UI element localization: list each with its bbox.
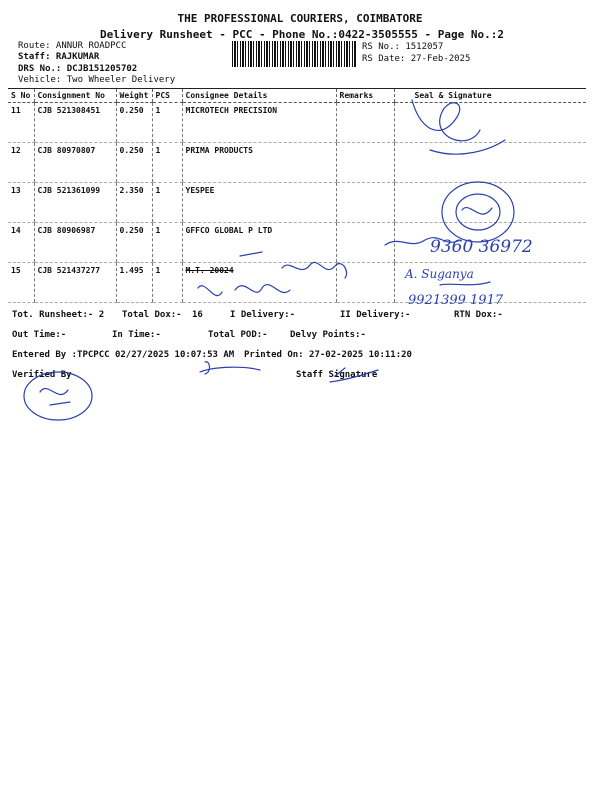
- signature-scribble: [200, 362, 260, 374]
- delvy-points: Delvy Points:-: [290, 330, 366, 340]
- route-label: Route: ANNUR ROADPCC: [18, 41, 127, 51]
- cell-weight: 0.250: [116, 143, 152, 183]
- col-pcs: PCS: [152, 89, 182, 103]
- cell-sno: 11: [8, 103, 34, 143]
- cell-pcs: 1: [152, 263, 182, 303]
- cell-sno: 12: [8, 143, 34, 183]
- col-consignee: Consignee Details: [182, 89, 336, 103]
- cell-sno: 15: [8, 263, 34, 303]
- cell-consignee: PRIMA PRODUCTS: [182, 143, 336, 183]
- cell-consignee: YESPEE: [182, 183, 336, 223]
- staff-label: Staff: RAJKUMAR: [18, 52, 100, 62]
- i-delivery: I Delivery:-: [230, 310, 296, 320]
- cell-weight: 0.250: [116, 223, 152, 263]
- col-consignment: Consignment No: [34, 89, 116, 103]
- ii-delivery: II Delivery:-: [340, 310, 411, 320]
- cell-weight: 0.250: [116, 103, 152, 143]
- col-sno: S No: [8, 89, 34, 103]
- cell-sno: 13: [8, 183, 34, 223]
- cell-consignee: M.T. 20024: [182, 263, 336, 303]
- drs-number: DRS No.: DCJB151205702: [18, 64, 138, 74]
- cell-consignment: CJB 521437277: [34, 263, 116, 303]
- col-seal-signature: Seal & Signature: [394, 89, 586, 103]
- printed-on: Printed On: 27-02-2025 10:11:20: [244, 350, 412, 360]
- in-time: In Time:-: [112, 330, 161, 340]
- signature-scribble: [282, 262, 347, 278]
- entered-by: Entered By :TPCPCC 02/27/2025 10:07:53 AM: [12, 350, 235, 360]
- company-title: THE PROFESSIONAL COURIERS, COIMBATORE: [177, 12, 423, 25]
- cell-weight: 2.350: [116, 183, 152, 223]
- handwritten-phone-2: 9921399 1917: [408, 293, 504, 308]
- cell-weight: 1.495: [116, 263, 152, 303]
- cell-pcs: 1: [152, 223, 182, 263]
- cell-consignment: CJB 80970807: [34, 143, 116, 183]
- vehicle-label: Vehicle: Two Wheeler Delivery: [18, 75, 176, 85]
- signature-scribble: [198, 285, 290, 296]
- staff-signature-label: Staff Signature: [296, 370, 378, 380]
- total-dox-label: Total Dox:-: [122, 310, 182, 320]
- cell-consignee: GFFCO GLOBAL P LTD: [182, 223, 336, 263]
- cell-pcs: 1: [152, 103, 182, 143]
- cell-consignment: CJB 521361099: [34, 183, 116, 223]
- total-dox-value: 16: [192, 310, 203, 320]
- rs-date: RS Date: 27-Feb-2025: [362, 54, 471, 64]
- tot-runsheet: Tot. Runsheet:- 2: [12, 310, 105, 320]
- cell-sno: 14: [8, 223, 34, 263]
- total-pod: Total POD:-: [208, 330, 268, 340]
- cell-pcs: 1: [152, 183, 182, 223]
- signature-scribble: [412, 100, 505, 154]
- rs-number: RS No.: 1512057: [362, 42, 444, 52]
- cell-pcs: 1: [152, 143, 182, 183]
- seal-stamp: [442, 182, 514, 242]
- out-time: Out Time:-: [12, 330, 67, 340]
- signature-scribble: [330, 368, 378, 382]
- rtn-dox: RTN Dox:-: [454, 310, 503, 320]
- cell-consignment: CJB 521308451: [34, 103, 116, 143]
- cell-consignment: CJB 80906987: [34, 223, 116, 263]
- verified-by: Verified By: [12, 370, 72, 380]
- handwritten-name: A. Suganya: [405, 267, 474, 281]
- verified-circle: [24, 372, 92, 420]
- runsheet-subtitle: Delivery Runsheet - PCC - Phone No.:0422-3505555 - Page No.:2: [100, 28, 504, 41]
- col-weight: Weight: [116, 89, 152, 103]
- handwritten-phone-1: 9360 36972: [430, 237, 533, 257]
- col-remarks: Remarks: [336, 89, 394, 103]
- cell-consignee: MICROTECH PRECISION: [182, 103, 336, 143]
